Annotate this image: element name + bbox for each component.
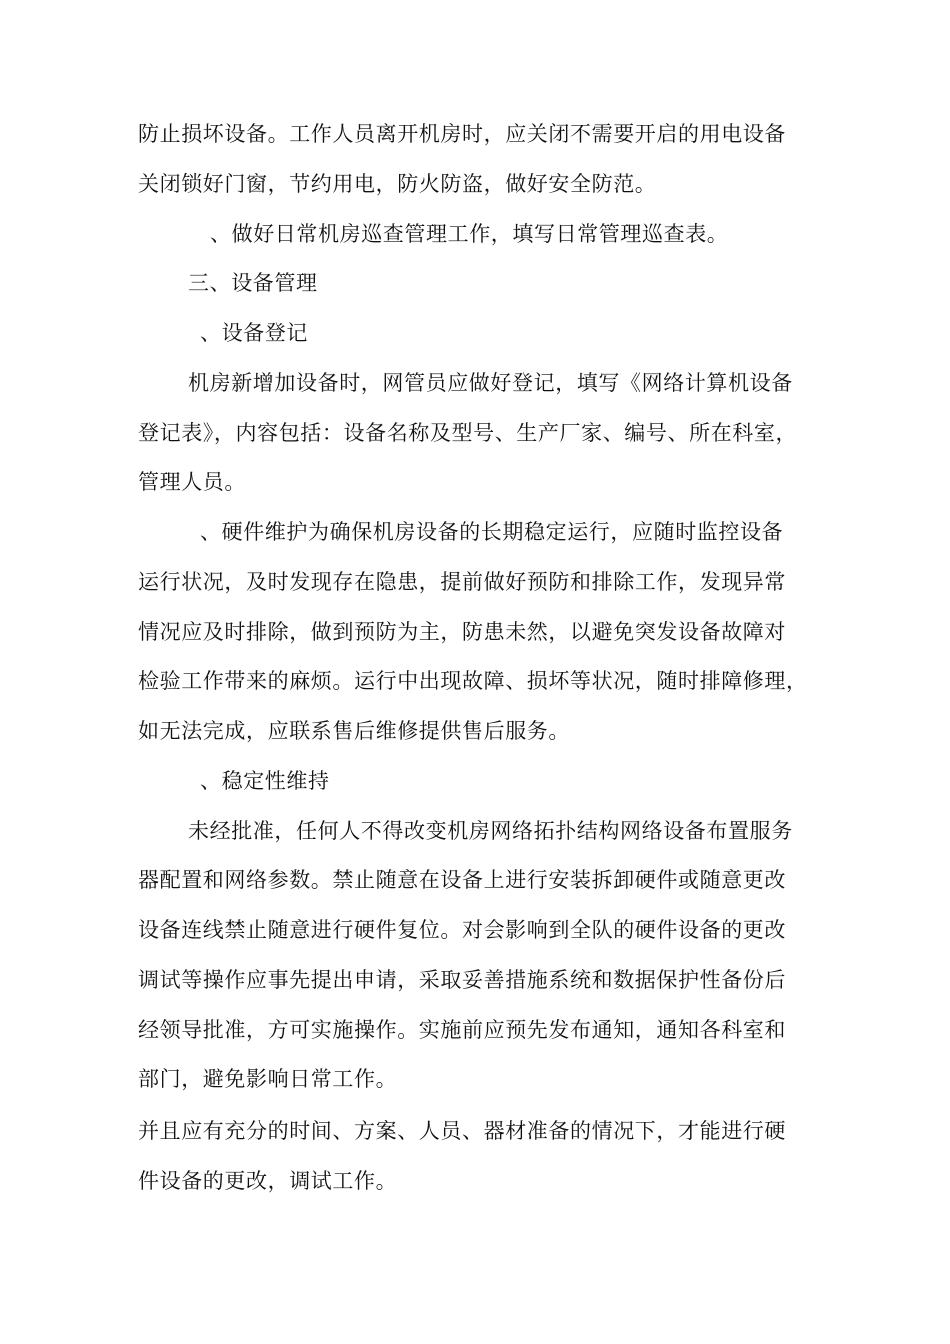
text-line: 件设备的更改，调试工作。 [138, 1169, 398, 1193]
text-line: 设备连线禁止随意进行硬件复位。对会影响到全队的硬件设备的更改 [138, 918, 786, 942]
text-line: 部门，避免影响日常工作。 [138, 1067, 398, 1091]
text-line: 机房新增加设备时，网管员应做好登记，填写《网络计算机设备 [188, 371, 793, 395]
text-line: 防止损坏设备。工作人员离开机房时，应关闭不需要开启的用电设备 [138, 122, 786, 146]
subsection-heading: 、硬件维护为确保机房设备的长期稳定运行，应随时监控设备 [200, 520, 784, 544]
subsection-heading: 、稳定性维持 [200, 769, 330, 793]
section-heading: 三、设备管理 [188, 271, 318, 295]
text-line: 调试等操作应事先提出申请，采取妥善措施系统和数据保护性备份后 [138, 968, 786, 992]
text-line: 检验工作带来的麻烦。运行中出现故障、损坏等状况，随时排障修理， [138, 669, 808, 693]
text-line: 器配置和网络参数。禁止随意在设备上进行安装拆卸硬件或随意更改 [138, 868, 786, 892]
text-line: 管理人员。 [138, 470, 246, 494]
subsection-heading: 、设备登记 [200, 321, 308, 345]
list-item-text: 、做好日常机房巡查管理工作，填写日常管理巡查表。 [210, 222, 729, 246]
text-line: 运行状况，及时发现存在隐患，提前做好预防和排除工作，发现异常 [138, 570, 786, 594]
text-line: 并且应有充分的时间、方案、人员、器材准备的情况下，才能进行硬 [138, 1119, 786, 1143]
text-line: 关闭锁好门窗，节约用电，防火防盗，做好安全防范。 [138, 172, 657, 196]
text-line: 未经批准，任何人不得改变机房网络拓扑结构网络设备布置服务 [188, 819, 793, 843]
text-line: 经领导批准，方可实施操作。实施前应预先发布通知，通知各科室和 [138, 1018, 786, 1042]
text-line: 登记表》，内容包括：设备名称及型号、生产厂家、编号、所在科室， [138, 421, 798, 445]
text-line: 情况应及时排除，做到预防为主，防患未然，以避免突发设备故障对 [138, 620, 786, 644]
text-line: 如无法完成，应联系售后维修提供售后服务。 [138, 719, 570, 743]
